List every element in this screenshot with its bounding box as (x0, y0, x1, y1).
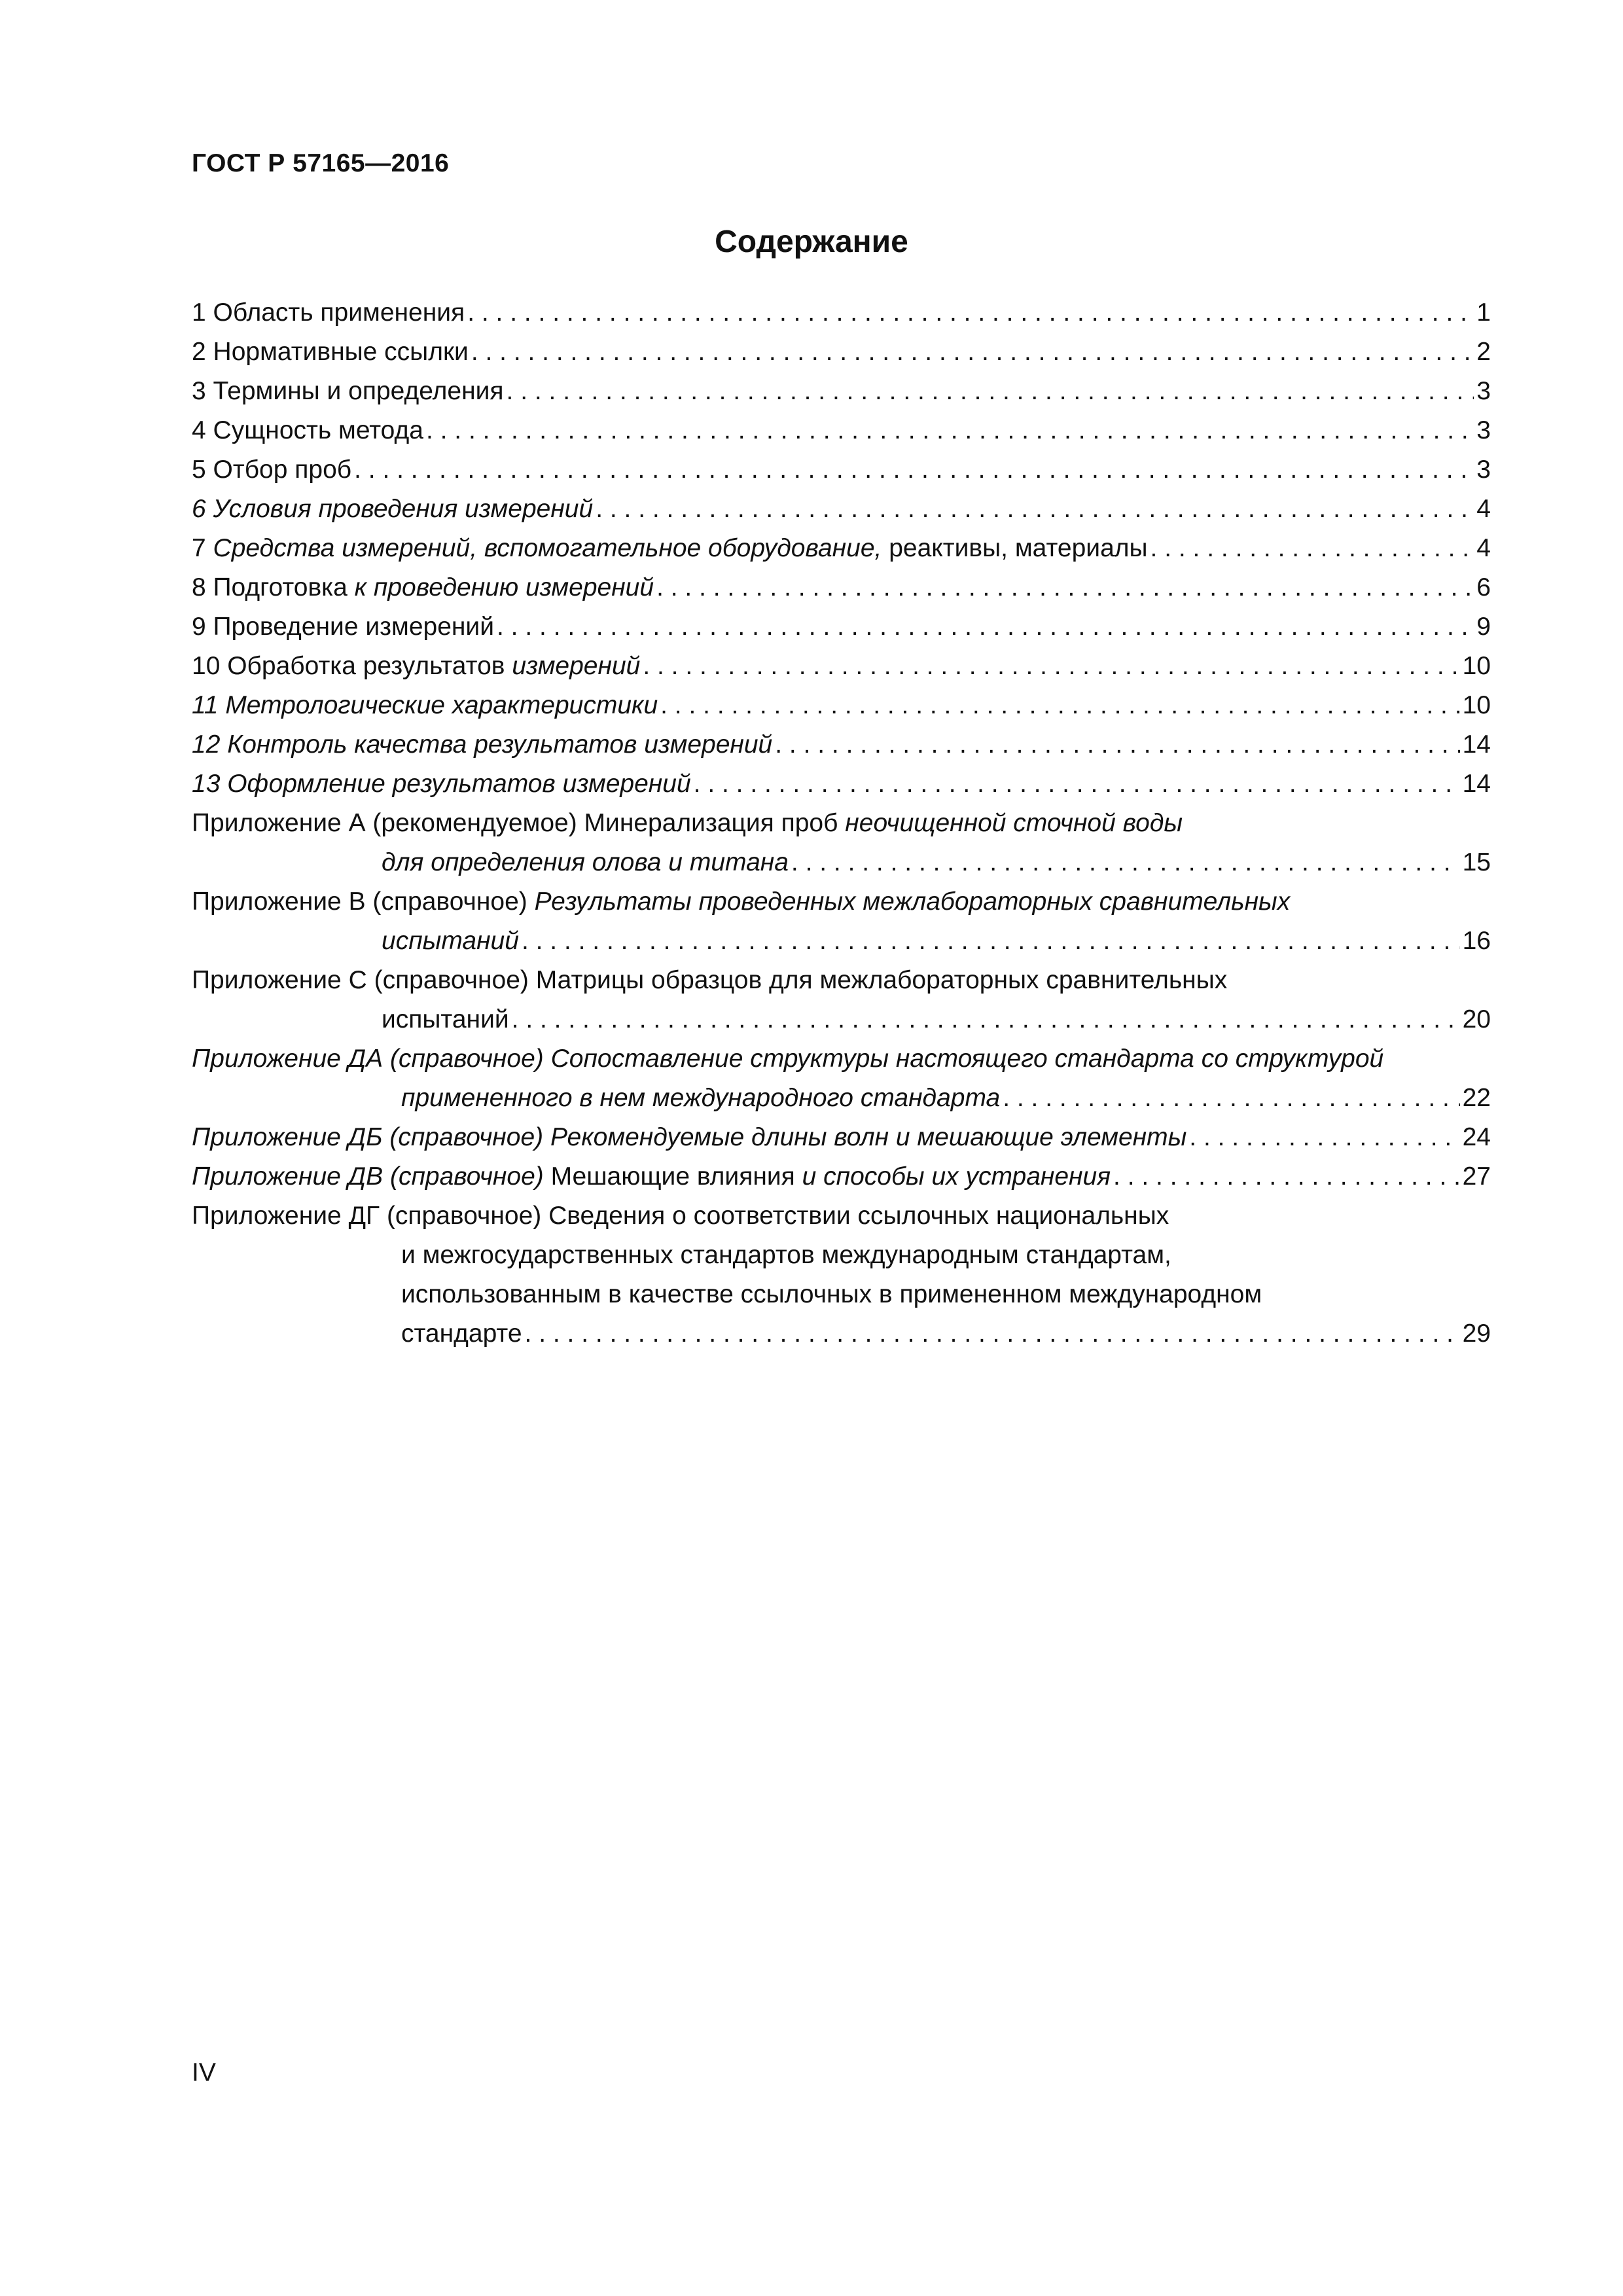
toc-entry[interactable] (192, 1039, 1491, 1118)
toc-entry-title (192, 450, 351, 490)
toc-entry-text: 8 Подготовка (192, 573, 355, 601)
toc-entry-title (192, 966, 1227, 994)
toc-page-number: 14 (1462, 730, 1491, 759)
dot-leader (1150, 529, 1474, 568)
toc-page-number: 3 (1476, 377, 1491, 405)
toc-entry[interactable] (192, 332, 1491, 372)
dot-leader (525, 1314, 1460, 1354)
toc-entry-title (192, 490, 593, 529)
toc-entry-title (192, 372, 504, 411)
toc-entry-text: к проведению измерений (354, 573, 654, 601)
toc-entry[interactable] (192, 1196, 1491, 1354)
toc-entry-text: стандарте (401, 1319, 522, 1348)
toc-entry-title-continued (382, 843, 789, 882)
dot-leader (354, 450, 1474, 490)
page-title: Содержание (715, 224, 908, 259)
toc-entry[interactable] (192, 490, 1491, 529)
toc-entry-text: Приложение С (справочное) Матрицы образцов для межлабораторных сравнительных (192, 966, 1228, 994)
toc-entry-text: и способы их устранения (802, 1162, 1111, 1191)
toc-entry-text: Приложение ДБ (справочное) Рекомендуемые длины волн и мешающие элементы (192, 1123, 1187, 1151)
toc-entry-title-continued (401, 1280, 1262, 1308)
toc-page-number: 24 (1462, 1123, 1491, 1151)
dot-leader (1003, 1079, 1459, 1118)
toc-entry-title (192, 568, 654, 607)
toc-entry-title (192, 411, 423, 450)
toc-entry-title (192, 888, 1290, 916)
toc-page-number: 6 (1476, 573, 1491, 601)
toc-entry-text: Приложение В (справочное) (192, 888, 535, 916)
toc-entry-title (192, 607, 494, 647)
dot-leader (522, 922, 1460, 961)
toc-entry-text: Приложение А (рекомендуемое) Минерализация проб (192, 809, 846, 837)
toc-entry-text: Средства измерений, вспомогательное оборудование, (213, 534, 882, 562)
toc-page-number: 3 (1476, 456, 1491, 484)
toc-entry-title-continued (401, 1314, 522, 1354)
toc-entry-text: Приложение ДА (справочное) Сопоставление структуры настоящего стандарта со структурой (192, 1045, 1384, 1073)
toc-entry-title (192, 725, 772, 764)
toc-page-number: 10 (1462, 691, 1491, 719)
toc-entry-text: 12 Контроль качества результатов измерений (192, 730, 773, 759)
toc-entry-text: испытаний (382, 927, 519, 955)
toc-entry-text: неочищенной сточной воды (845, 809, 1183, 837)
toc-entry-title (192, 809, 1183, 837)
toc-entry-title-continued (401, 1079, 1000, 1118)
toc-entry[interactable] (192, 372, 1491, 411)
toc-entry-title (192, 686, 658, 725)
table-of-contents (192, 293, 1491, 1354)
toc-entry[interactable] (192, 1157, 1491, 1196)
toc-entry[interactable] (192, 961, 1491, 1039)
toc-entry-text: 10 Обработка результатов (192, 652, 512, 680)
toc-entry[interactable] (192, 293, 1491, 332)
toc-entry-text: 11 Метрологические характеристики (192, 691, 658, 719)
toc-entry-text: 13 Оформление результатов измерений (192, 770, 691, 798)
toc-entry-title (192, 1045, 1383, 1073)
toc-entry-text: Результаты проведенных межлабораторных сравнительных (534, 888, 1291, 916)
toc-page-number: 27 (1462, 1162, 1491, 1191)
toc-entry-title-continued (382, 1000, 509, 1039)
dot-leader (643, 647, 1459, 686)
dot-leader (775, 725, 1459, 764)
dot-leader (1189, 1118, 1459, 1157)
toc-entry-text: 7 (192, 534, 213, 562)
toc-entry-text: 6 Условия проведения измерений (192, 495, 594, 523)
toc-entry[interactable] (192, 804, 1491, 882)
dot-leader (507, 372, 1474, 411)
toc-entry-text: для определения олова и титана (382, 848, 789, 876)
dot-leader (596, 490, 1474, 529)
toc-page-number: 10 (1462, 652, 1491, 680)
toc-entry-text: Приложение ДВ (справочное) (192, 1162, 544, 1191)
toc-entry-text: Мешающие влияния (543, 1162, 802, 1191)
toc-entry-title (192, 647, 640, 686)
dot-leader (656, 568, 1474, 607)
toc-entry[interactable] (192, 568, 1491, 607)
dot-leader (791, 843, 1460, 882)
toc-page-number: 22 (1462, 1084, 1491, 1112)
toc-page-number: 20 (1462, 1005, 1491, 1033)
dot-leader (471, 332, 1474, 372)
toc-entry-title-continued (382, 922, 519, 961)
toc-entry[interactable] (192, 647, 1491, 686)
toc-entry-title (192, 293, 465, 332)
toc-entry-text: использованным в качестве ссылочных в примененном международном (401, 1280, 1262, 1308)
toc-entry-title (192, 332, 469, 372)
toc-entry-title (192, 1157, 1111, 1196)
document-id: ГОСТ Р 57165—2016 (192, 149, 450, 177)
toc-entry[interactable] (192, 607, 1491, 647)
toc-entry-text: 2 Нормативные ссылки (192, 338, 469, 366)
dot-leader (426, 411, 1474, 450)
toc-page-number: 16 (1462, 927, 1491, 955)
dot-leader (694, 764, 1460, 804)
page-number: IV (192, 2058, 216, 2087)
toc-page-number: 4 (1476, 495, 1491, 523)
toc-entry-text: и межгосударственных стандартов международным стандартам, (401, 1241, 1171, 1269)
toc-page-number: 1 (1476, 298, 1491, 327)
toc-entry[interactable] (192, 529, 1491, 568)
toc-page-number: 4 (1476, 534, 1491, 562)
toc-entry-title (192, 1118, 1186, 1157)
toc-entry-text: реактивы, материалы (882, 534, 1148, 562)
toc-entry[interactable] (192, 882, 1491, 961)
toc-entry-title (192, 529, 1148, 568)
dot-leader (512, 1000, 1460, 1039)
toc-page-number: 15 (1462, 848, 1491, 876)
toc-entry-text: 9 Проведение измерений (192, 613, 495, 641)
toc-entry-text: измерений (512, 652, 641, 680)
toc-entry-title (192, 764, 691, 804)
toc-page-number: 9 (1476, 613, 1491, 641)
toc-entry-text: 4 Сущность метода (192, 416, 423, 444)
toc-entry[interactable] (192, 411, 1491, 450)
toc-entry-text: 3 Термины и определения (192, 377, 504, 405)
toc-page-number: 2 (1476, 338, 1491, 366)
dot-leader (660, 686, 1459, 725)
toc-entry[interactable] (192, 764, 1491, 804)
dot-leader (1113, 1157, 1460, 1196)
toc-entry[interactable] (192, 450, 1491, 490)
toc-entry[interactable] (192, 1118, 1491, 1157)
dot-leader (467, 293, 1474, 332)
toc-page-number: 14 (1462, 770, 1491, 798)
toc-entry-text: испытаний (382, 1005, 509, 1033)
toc-entry-title-continued (401, 1241, 1171, 1269)
toc-entry-text: примененного в нем международного стандарта (401, 1084, 1001, 1112)
toc-page-number: 29 (1462, 1319, 1491, 1348)
toc-entry-title (192, 1202, 1169, 1230)
toc-entry-text: 5 Отбор проб (192, 456, 352, 484)
toc-entry-text: 1 Область применения (192, 298, 465, 327)
toc-entry-text: Приложение ДГ (справочное) Сведения о соответствии ссылочных национальных (192, 1202, 1169, 1230)
dot-leader (497, 607, 1474, 647)
toc-entry[interactable] (192, 686, 1491, 725)
toc-page-number: 3 (1476, 416, 1491, 444)
toc-entry[interactable] (192, 725, 1491, 764)
